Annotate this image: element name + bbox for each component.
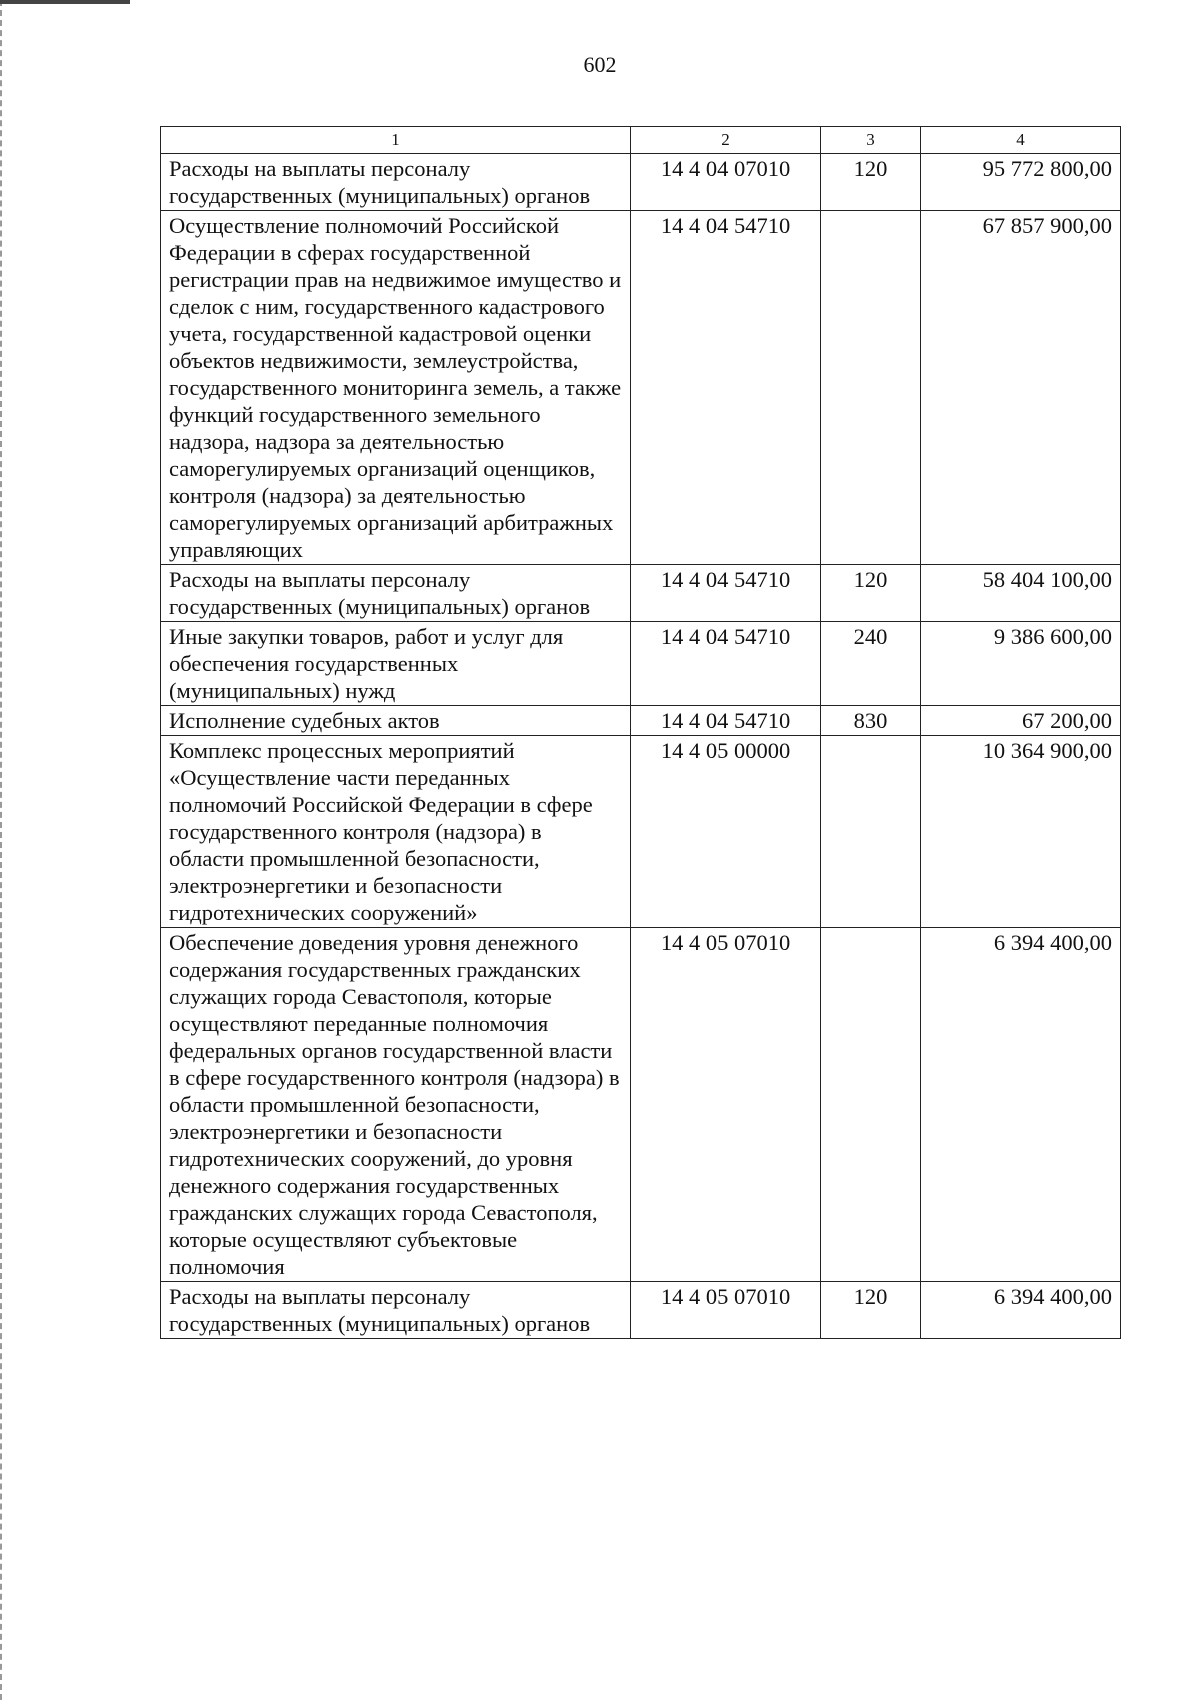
row-sum: 67 200,00 bbox=[921, 706, 1121, 736]
row-sum: 6 394 400,00 bbox=[921, 928, 1121, 1282]
row-code: 14 4 04 07010 bbox=[631, 154, 821, 211]
table-row bbox=[161, 736, 1121, 928]
row-sum: 6 394 400,00 bbox=[921, 1282, 1121, 1339]
table-row bbox=[161, 1282, 1121, 1339]
table-row bbox=[161, 154, 1121, 211]
row-name: Исполнение судебных актов bbox=[161, 706, 631, 736]
row-type: 120 bbox=[821, 1282, 921, 1339]
row-code: 14 4 05 07010 bbox=[631, 1282, 821, 1339]
row-type bbox=[821, 211, 921, 565]
scan-mark bbox=[0, 0, 130, 4]
row-name: Расходы на выплаты персоналу государственных (муниципальных) органов bbox=[161, 154, 631, 211]
table-header-row bbox=[161, 127, 1121, 154]
row-code: 14 4 05 07010 bbox=[631, 928, 821, 1282]
row-name: Иные закупки товаров, работ и услуг для обеспечения государственных (муниципальных) нужд bbox=[161, 622, 631, 706]
row-name: Комплекс процессных мероприятий «Осуществление части переданных полномочий Российской Федерации в сфере государственного контроля (надзора) в области промышленной безопасности, электроэнергетики и безопасности гидротехнических сооружений» bbox=[161, 736, 631, 928]
header-col-3: 3 bbox=[821, 127, 921, 154]
scan-edge bbox=[0, 0, 5, 1700]
header-col-4: 4 bbox=[921, 127, 1121, 154]
row-code: 14 4 04 54710 bbox=[631, 622, 821, 706]
header-col-1: 1 bbox=[161, 127, 631, 154]
row-type: 240 bbox=[821, 622, 921, 706]
row-type: 120 bbox=[821, 154, 921, 211]
row-type: 830 bbox=[821, 706, 921, 736]
table-row bbox=[161, 622, 1121, 706]
row-sum: 67 857 900,00 bbox=[921, 211, 1121, 565]
row-sum: 58 404 100,00 bbox=[921, 565, 1121, 622]
table-row bbox=[161, 706, 1121, 736]
row-sum: 95 772 800,00 bbox=[921, 154, 1121, 211]
row-type bbox=[821, 736, 921, 928]
row-type: 120 bbox=[821, 565, 921, 622]
row-code: 14 4 04 54710 bbox=[631, 211, 821, 565]
row-code: 14 4 04 54710 bbox=[631, 706, 821, 736]
table-row bbox=[161, 928, 1121, 1282]
header-col-2: 2 bbox=[631, 127, 821, 154]
row-name: Осуществление полномочий Российской Федерации в сферах государственной регистрации прав на недвижимое имущество и сделок с ним, государственного кадастрового учета, государственной кадастровой оценки объектов недвижимости, землеустройства, государственного мониторинга земель, а также функций государственного земельного надзора, надзора за деятельностью саморегулируемых организаций оценщиков, контроля (надзора) за деятельностью саморегулируемых организаций арбитражных управляющих bbox=[161, 211, 631, 565]
row-type bbox=[821, 928, 921, 1282]
row-name: Расходы на выплаты персоналу государственных (муниципальных) органов bbox=[161, 565, 631, 622]
row-sum: 10 364 900,00 bbox=[921, 736, 1121, 928]
row-code: 14 4 05 00000 bbox=[631, 736, 821, 928]
row-code: 14 4 04 54710 bbox=[631, 565, 821, 622]
row-name: Расходы на выплаты персоналу государственных (муниципальных) органов bbox=[161, 1282, 631, 1339]
budget-table bbox=[160, 126, 1121, 1339]
row-sum: 9 386 600,00 bbox=[921, 622, 1121, 706]
page-number: 602 bbox=[583, 52, 617, 77]
table-row bbox=[161, 211, 1121, 565]
table-row bbox=[161, 565, 1121, 622]
row-name: Обеспечение доведения уровня денежного содержания государственных гражданских служащих города Севастополя, которые осуществляют переданные полномочия федеральных органов государственной власти в сфере государственного контроля (надзора) в области промышленной безопасности, электроэнергетики и безопасности гидротехнических сооружений, до уровня денежного содержания государственных гражданских служащих города Севастополя, которые осуществляют субъектовые полномочия bbox=[161, 928, 631, 1282]
